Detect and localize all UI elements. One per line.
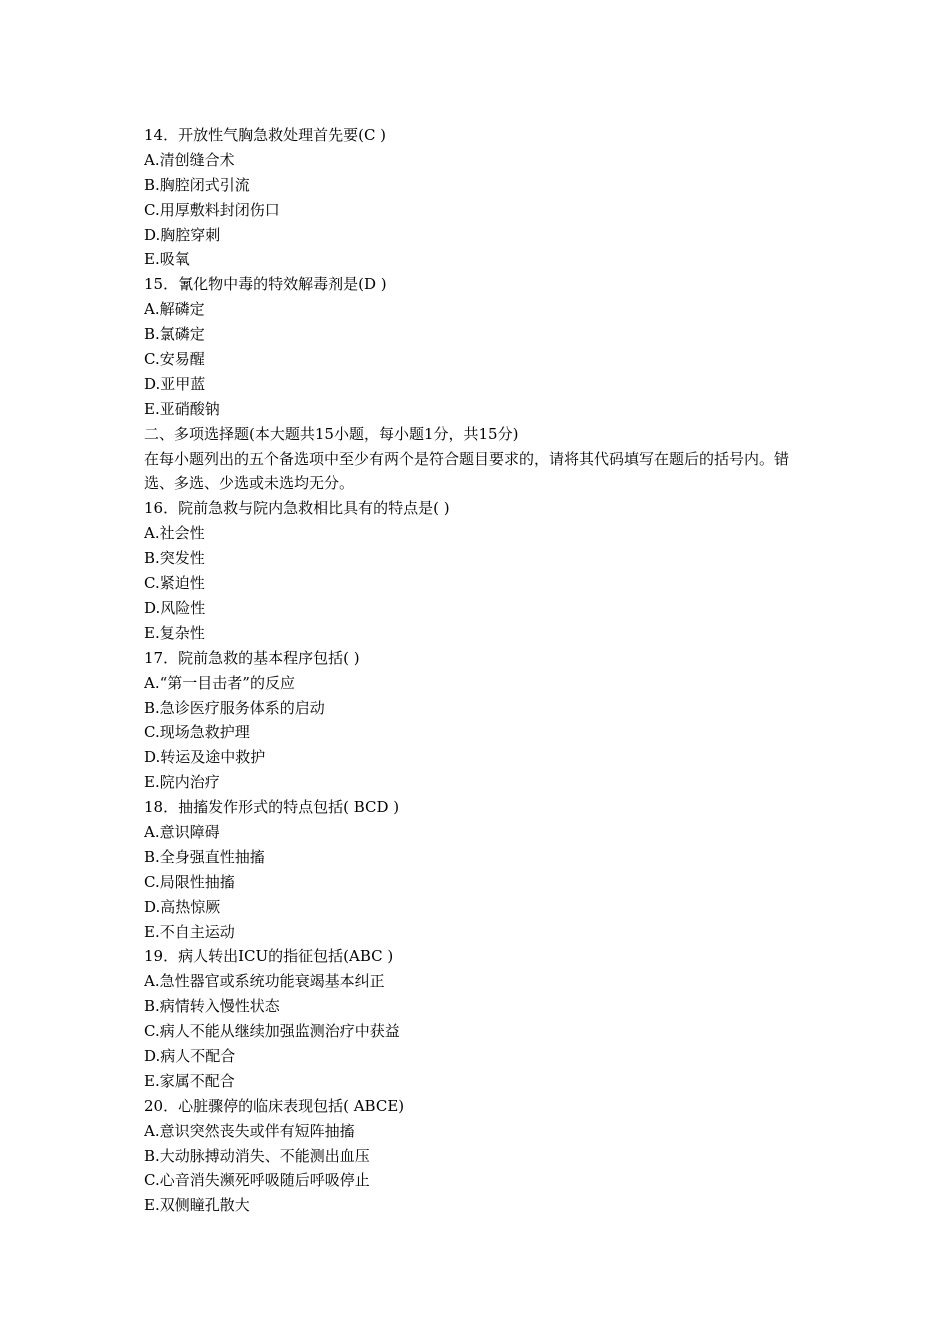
text-line: B.氯磷定: [144, 325, 205, 344]
text-line: C.病人不能从继续加强监测治疗中获益: [144, 1022, 400, 1041]
text-line: A.社会性: [144, 524, 205, 543]
text-line: E.不自主运动: [144, 922, 235, 941]
text-line: C.现场急救护理: [144, 723, 250, 742]
text-line: C.局限性抽搐: [144, 872, 235, 891]
text-line: 18．抽搐发作形式的特点包括( BCD ): [144, 798, 400, 817]
text-line: 17．院前急救的基本程序包括( ): [144, 648, 360, 667]
text-line: D.转运及途中救护: [144, 748, 266, 767]
text-line: D.亚甲蓝: [144, 374, 206, 393]
text-line: E.吸氧: [144, 250, 190, 269]
text-line: A.意识障碍: [144, 822, 220, 841]
text-line: B.突发性: [144, 549, 205, 568]
text-line: B.病情转入慢性状态: [144, 997, 280, 1016]
text-line: C.用厚敷料封闭伤口: [144, 200, 280, 219]
text-line: B.全身强直性抽搐: [144, 847, 265, 866]
text-line: D.高热惊厥: [144, 897, 221, 916]
text-line: E.亚硝酸钠: [144, 399, 220, 418]
text-line: C.紧迫性: [144, 574, 205, 593]
text-line: D.风险性: [144, 598, 206, 617]
text-line: 15．氰化物中毒的特效解毒剂是(D ): [144, 275, 387, 294]
text-line: C.安易醒: [144, 350, 205, 369]
text-line: 19．病人转出ICU的指征包括(ABC ): [144, 947, 394, 966]
document-page: [144, 123, 814, 1218]
text-line: C.心音消失濒死呼吸随后呼吸停止: [144, 1171, 370, 1190]
text-line: D.胸腔穿刺: [144, 225, 221, 244]
text-line: 20．心脏骤停的临床表现包括( ABCE): [144, 1096, 405, 1115]
text-line: E.双侧瞳孔散大: [144, 1196, 250, 1215]
text-line: D.病人不配合: [144, 1046, 236, 1065]
text-line: A.解磷定: [144, 300, 205, 319]
text-line: A.清创缝合术: [144, 150, 235, 169]
text-line: 16．院前急救与院内急救相比具有的特点是( ): [144, 499, 450, 518]
text-line: A.“第一目击者”的反应: [144, 673, 295, 692]
text-line: E.院内治疗: [144, 773, 220, 792]
text-line: B.大动脉搏动消失、不能测出血压: [144, 1146, 370, 1165]
text-line: 二、多项选择题(本大题共15小题，每小题1分，共15分): [144, 424, 519, 443]
text-line: A.急性器官或系统功能衰竭基本纠正: [144, 972, 385, 991]
text-line: 14．开放性气胸急救处理首先要(C ): [144, 126, 387, 144]
text-line: E.复杂性: [144, 623, 205, 642]
instruction-paragraph: 在每小题列出的五个备选项中至少有两个是符合题目要求的，请将其代码填写在题后的括号内。错选、多选、少选或未选均无分。: [144, 449, 790, 493]
text-line: B.急诊医疗服务体系的启动: [144, 698, 325, 717]
text-line: B.胸腔闭式引流: [144, 175, 250, 194]
text-line: A.意识突然丧失或伴有短阵抽搐: [144, 1121, 355, 1140]
text-line: E.家属不配合: [144, 1071, 235, 1090]
